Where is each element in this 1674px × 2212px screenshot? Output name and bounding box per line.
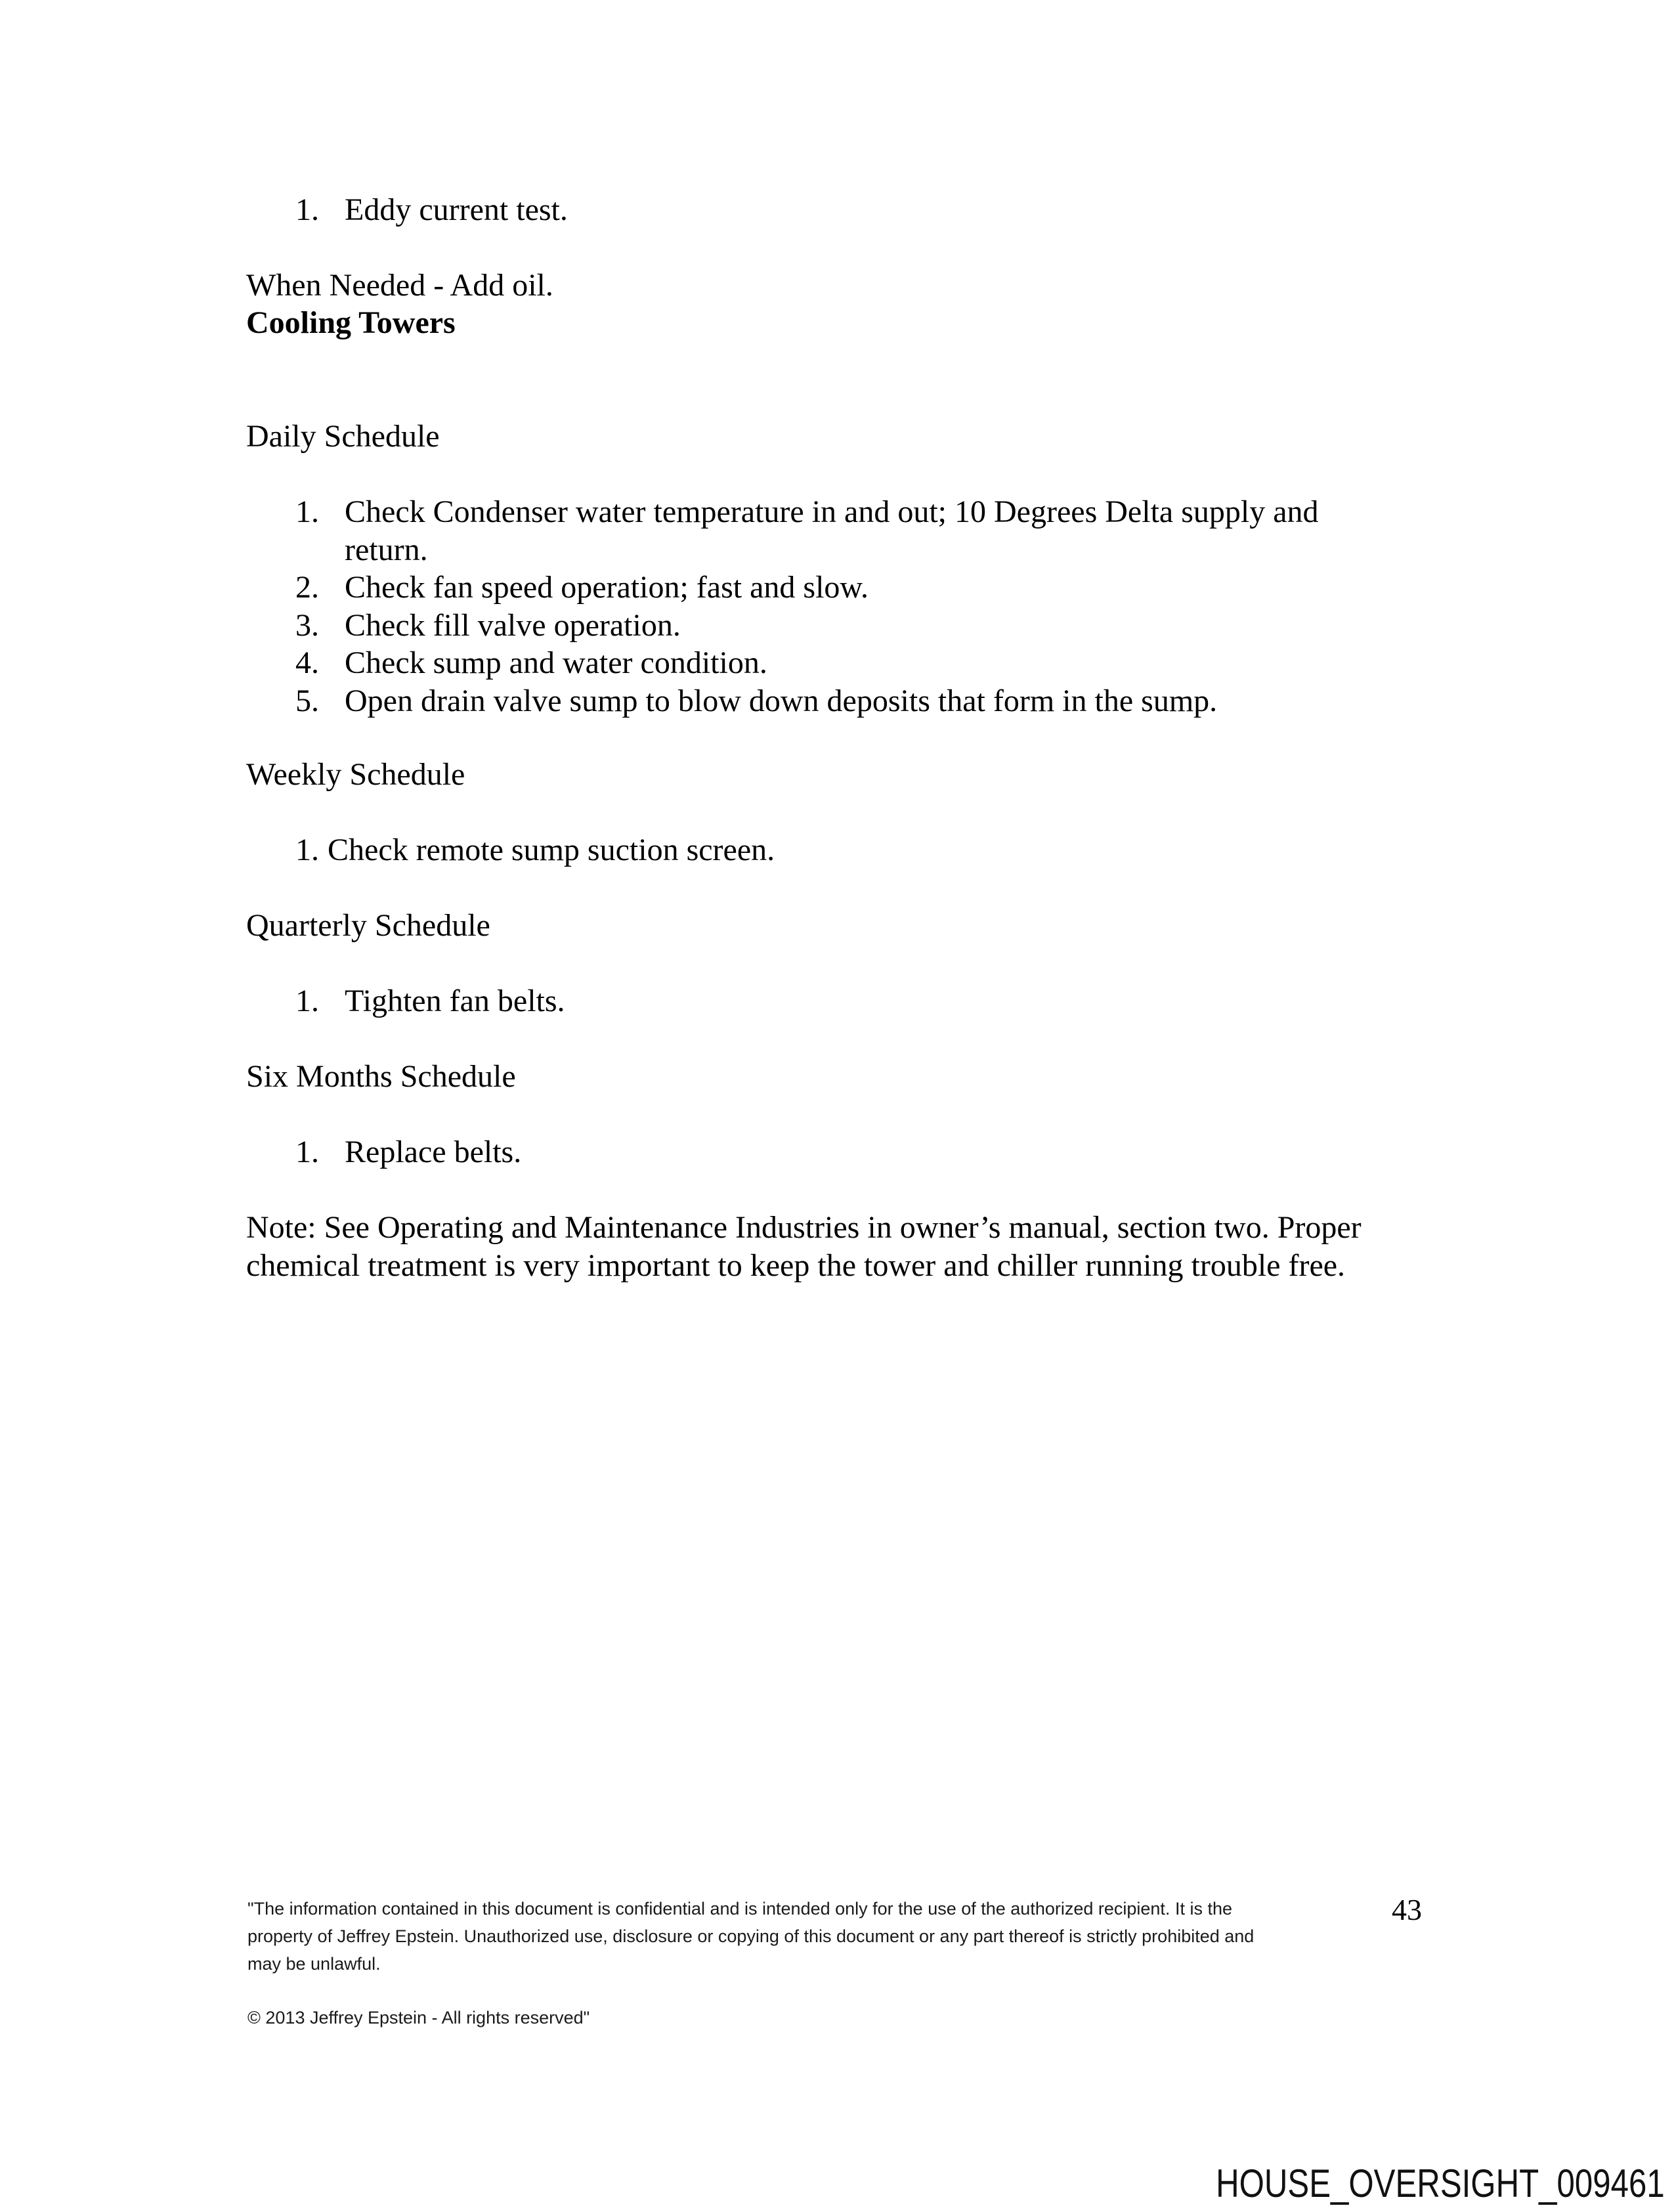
copyright-line: © 2013 Jeffrey Epstein - All rights reserved"	[247, 2008, 590, 2028]
list-item-number: 4.	[295, 645, 319, 680]
disclaimer-line: property of Jeffrey Epstein. Unauthorized use, disclosure or copying of this document or any part thereof is strictly prohibited and	[247, 1926, 1255, 1946]
daily-schedule-list	[246, 493, 1319, 720]
list-item-number: 3.	[295, 607, 319, 643]
list-item-text-line: Check Condenser water temperature in and out; 10 Degrees Delta supply and	[345, 494, 1319, 529]
list-item-text	[345, 493, 1319, 569]
footer-disclaimer	[247, 1895, 1254, 1978]
list-item-number: 5.	[295, 683, 319, 718]
section-title-quarterly: Quarterly Schedule	[246, 908, 490, 943]
intro-list	[246, 191, 568, 229]
list-item	[295, 191, 568, 229]
list-item	[295, 569, 1319, 607]
quarterly-schedule-list	[246, 982, 565, 1020]
section-title-daily: Daily Schedule	[246, 419, 440, 454]
disclaimer-line: "The information contained in this document is confidential and is intended only for the use of the authorized recipient. It is the	[247, 1899, 1232, 1919]
section-title-six-months: Six Months Schedule	[246, 1059, 516, 1094]
list-item	[295, 982, 565, 1020]
when-needed-line: When Needed - Add oil.	[246, 268, 553, 303]
list-item-number: 1.	[295, 833, 319, 867]
list-item	[295, 493, 1319, 569]
bates-stamp: HOUSE_OVERSIGHT_009461	[1216, 2161, 1665, 2205]
note-paragraph	[246, 1209, 1362, 1284]
list-item-text: Check sump and water condition.	[345, 645, 767, 680]
list-item-text-line: return.	[345, 532, 428, 567]
list-item-number: 2.	[295, 570, 319, 605]
list-item-text: Check remote sump suction screen.	[328, 833, 775, 867]
weekly-schedule-list	[246, 831, 775, 869]
list-item	[295, 831, 775, 869]
list-item-text: Check fill valve operation.	[345, 607, 681, 643]
note-line: Note: See Operating and Maintenance Industries in owner’s manual, section two. Proper	[246, 1210, 1362, 1245]
page-number: 43	[1392, 1893, 1422, 1926]
list-item	[295, 644, 1319, 682]
note-line: chemical treatment is very important to keep the tower and chiller running trouble free.	[246, 1247, 1346, 1283]
list-item-text: Replace belts.	[345, 1135, 522, 1169]
list-item-number: 1.	[295, 1135, 319, 1169]
list-item-text: Tighten fan belts.	[345, 984, 565, 1018]
list-item-text: Open drain valve sump to blow down deposits that form in the sump.	[345, 683, 1218, 718]
section-title-weekly: Weekly Schedule	[246, 757, 465, 792]
list-item-text: Check fan speed operation; fast and slow.	[345, 570, 869, 605]
six-months-schedule-list	[246, 1133, 521, 1171]
list-item	[295, 682, 1319, 720]
list-item	[295, 1133, 521, 1171]
list-item-number: 1.	[295, 494, 319, 529]
list-item-text: Eddy current test.	[345, 192, 568, 227]
list-item-number: 1.	[295, 192, 319, 227]
list-item	[295, 607, 1319, 645]
disclaimer-line: may be unlawful.	[247, 1954, 381, 1974]
cooling-towers-heading: Cooling Towers	[246, 305, 456, 340]
list-item-number: 1.	[295, 984, 319, 1018]
